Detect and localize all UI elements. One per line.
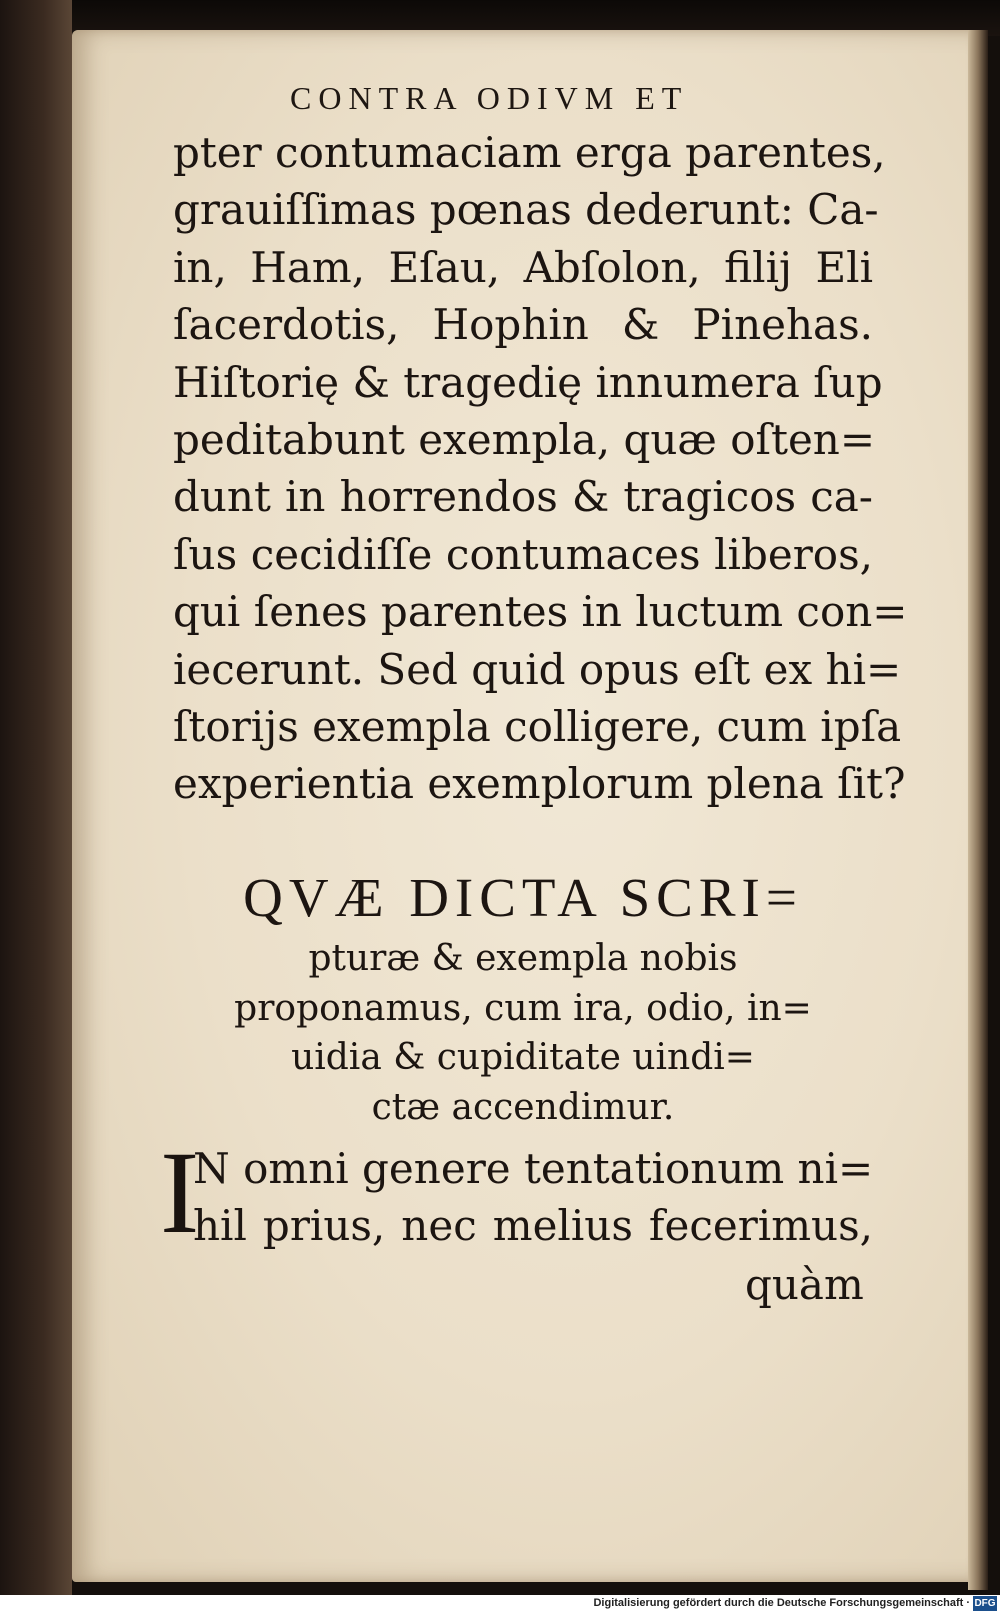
text-line: ſacerdotis, Hophin & Pinehas. bbox=[173, 300, 873, 350]
text-line: Hiſtorię & tragedię innumera ſup bbox=[173, 357, 883, 407]
running-head: CONTRA ODIVM ET bbox=[290, 80, 689, 116]
catchword: quàm bbox=[745, 1260, 864, 1309]
section-heading-line: ctæ accendimur. bbox=[371, 1086, 675, 1128]
text-line: ſus cecidiſſe contumaces liberos, bbox=[173, 529, 873, 579]
body-paragraph bbox=[173, 124, 908, 813]
section-heading-line: proponamus, cum ira, odio, in= bbox=[234, 987, 812, 1029]
text-line: hil prius, nec melius fecerimus, bbox=[193, 1201, 873, 1250]
section-heading-line: pturæ & exempla nobis bbox=[308, 938, 738, 979]
second-paragraph bbox=[160, 1127, 874, 1258]
text-line: N omni genere tentationum ni= bbox=[193, 1144, 874, 1193]
section-heading-caps: QVÆ DICTA SCRI= bbox=[243, 867, 803, 928]
text-line: dunt in horrendos & tragicos ca- bbox=[173, 472, 873, 522]
page-fore-edge bbox=[968, 30, 988, 1590]
text-line: qui ſenes parentes in luctum con= bbox=[173, 587, 908, 637]
book-binding-edge bbox=[0, 0, 72, 1595]
text-line: ſtorijs exempla colligere, cum ipſa bbox=[173, 702, 902, 752]
text-line: pter contumaciam erga parentes, bbox=[173, 128, 886, 177]
section-heading-line: uidia & cupiditate uindi= bbox=[291, 1037, 755, 1078]
text-line: peditabunt exempla, quæ oſten= bbox=[173, 415, 876, 465]
footer-credit: Digitalisierung gefördert durch die Deutsche Forschungsgemeinschaft · bbox=[593, 1597, 970, 1609]
text-line: grauiſſimas pœnas dederunt: Ca- bbox=[173, 185, 879, 235]
dfg-logo-icon: DFG bbox=[974, 1598, 996, 1609]
drop-cap: I bbox=[160, 1127, 200, 1258]
text-line: in, Ham, Eſau, Abſolon, filij Eli bbox=[173, 242, 873, 292]
text-line: iecerunt. Sed quid opus eſt ex hi= bbox=[173, 644, 902, 694]
text-line: experientia exemplorum plena ſit? bbox=[173, 759, 906, 809]
second-paragraph-lines bbox=[193, 1140, 873, 1254]
section-heading bbox=[173, 862, 873, 1132]
